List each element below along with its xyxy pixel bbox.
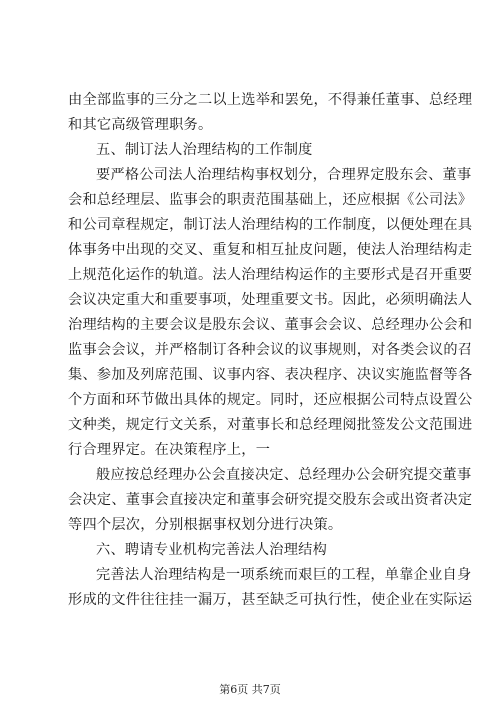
text-line: 会议决定重大和重要事项，处理重要文书。因此，必须明确法人 <box>68 292 473 308</box>
text-line: 文种类，规定行文关系，对董事长和总经理阅批签发公文范围进 <box>68 417 473 433</box>
text-line: 个方面和环节做出具体的规定。同时，还应根据公司特点设置公 <box>68 392 473 408</box>
section-heading-five: 五、制订法人治理结构的工作制度 <box>96 142 313 158</box>
text-line: 上规范化运作的轨道。法人治理结构运作的主要形式是召开重要 <box>68 267 473 283</box>
text-line: 要严格公司法人治理结构事权划分，合理界定股东会、董事 <box>96 167 472 183</box>
section-heading-six: 六、聘请专业机构完善法人治理结构 <box>96 542 328 558</box>
page-number: 第6页 共7页 <box>219 683 281 696</box>
text-line: 形成的文件往往挂一漏万，甚至缺乏可执行性，使企业在实际运 <box>68 592 473 608</box>
document-body <box>68 88 473 613</box>
text-line: 行合理界定。在决策程序上，一 <box>68 442 271 458</box>
text-line: 和其它高级管理职务。 <box>68 117 213 133</box>
text-line: 集、参加及列席范围、议事内容、表决程序、决议实施监督等各 <box>68 367 473 383</box>
text-line: 完善法人治理结构是一项系统而艰巨的工程，单靠企业自身 <box>96 567 472 583</box>
text-line: 等四个层次，分别根据事权划分进行决策。 <box>68 517 343 533</box>
text-line: 会和总经理层、监事会的职责范围基础上，还应根据《公司法》 <box>68 192 473 208</box>
text-line: 治理结构的主要会议是股东会议、董事会会议、总经理办公会和 <box>68 317 473 333</box>
text-line: 由全部监事的三分之二以上选举和罢免，不得兼任董事、总经理 <box>68 92 473 108</box>
text-line: 监事会会议，并严格制订各种会议的议事规则，对各类会议的召 <box>68 342 473 358</box>
text-line: 体事务中出现的交叉、重复和相互扯皮问题，使法人治理结构走 <box>68 242 473 258</box>
text-line: 和公司章程规定，制订法人治理结构的工作制度，以便处理在具 <box>68 217 473 233</box>
text-line: 会决定、董事会直接决定和董事会研究提交股东会或出资者决定 <box>68 492 473 508</box>
text-line: 般应按总经理办公会直接决定、总经理办公会研究提交董事 <box>96 467 472 483</box>
